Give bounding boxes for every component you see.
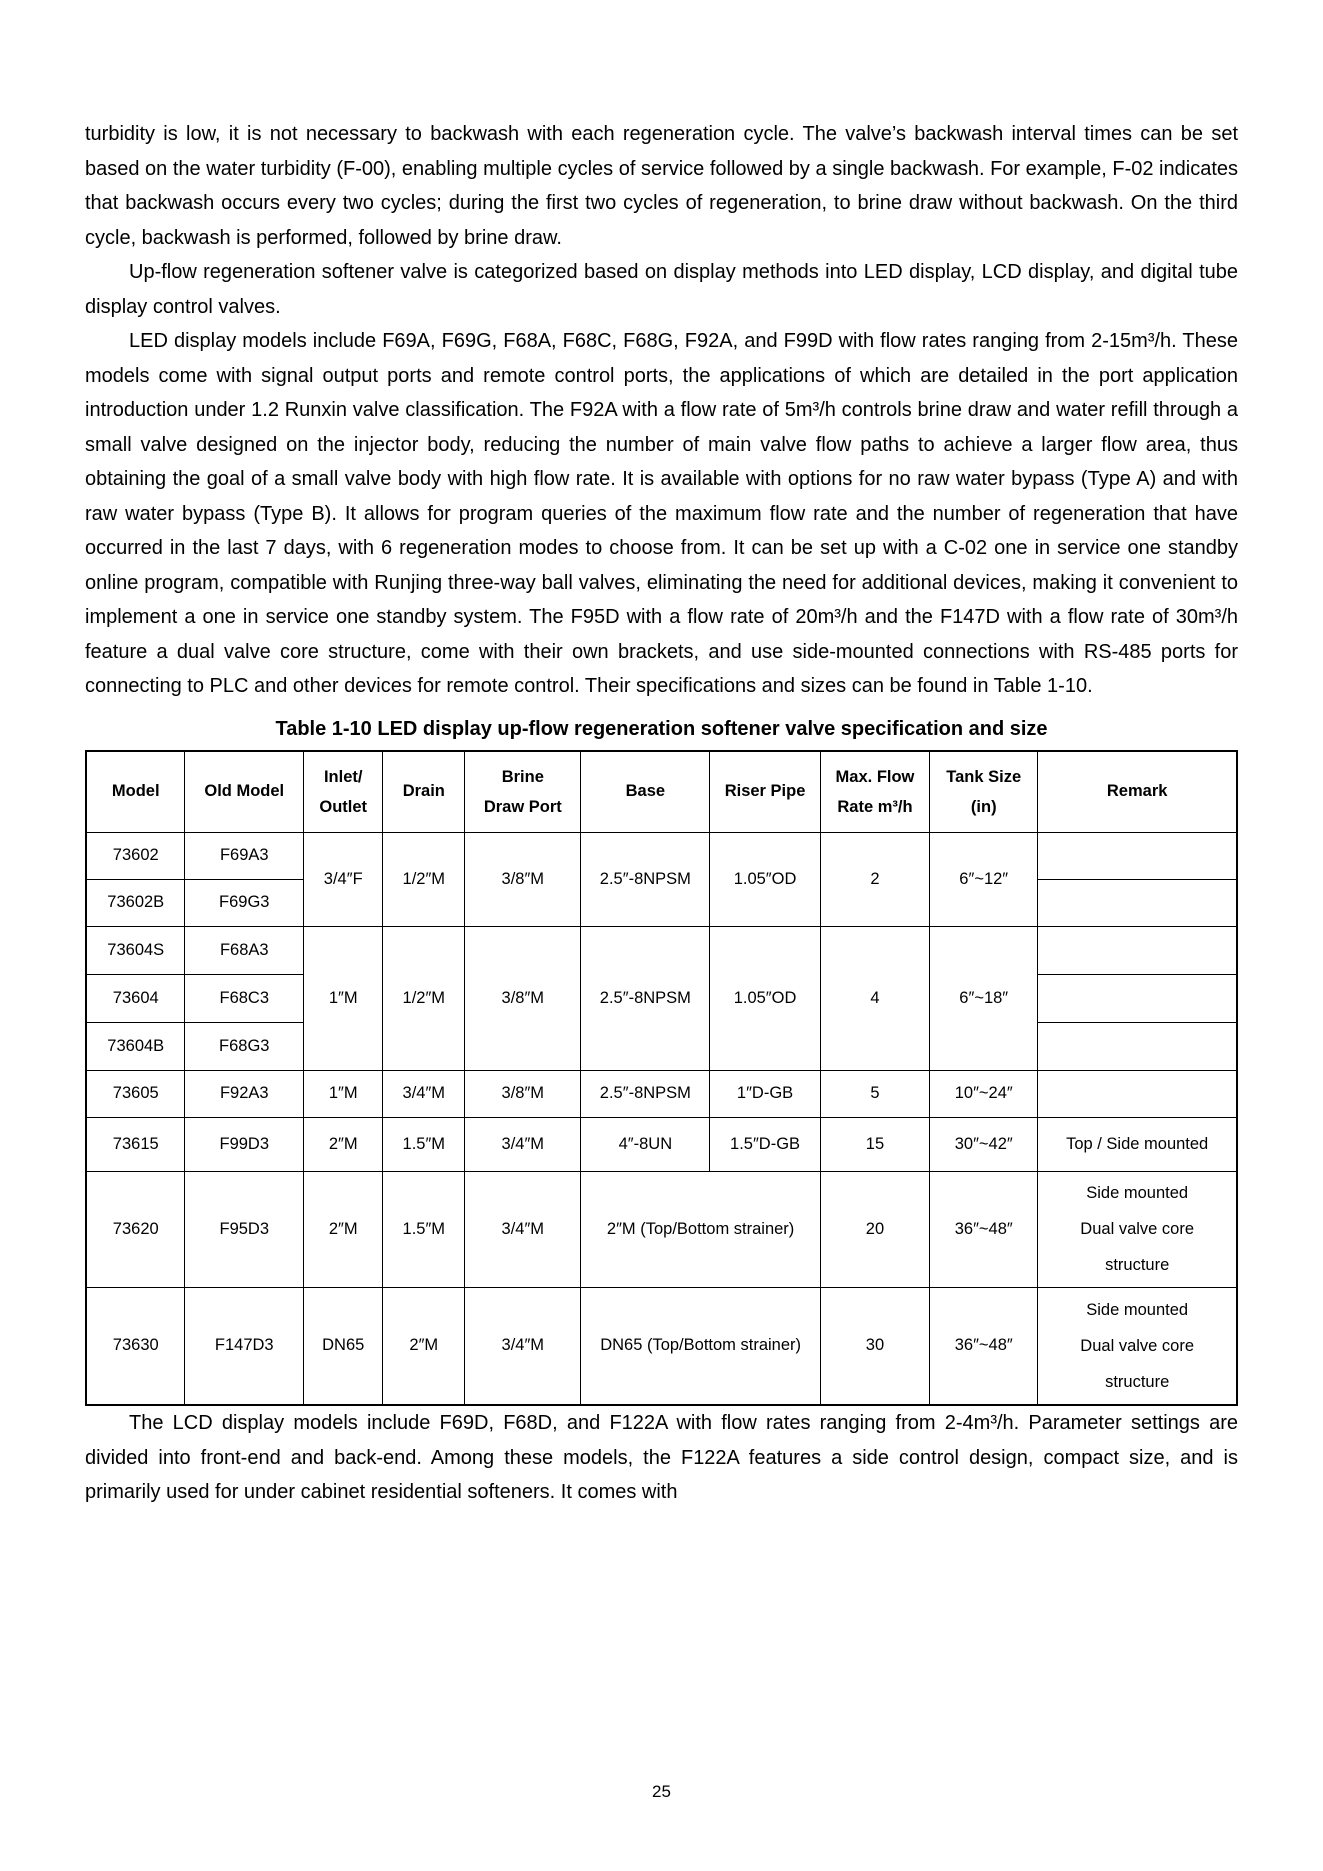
cell-tank-size: 36″~48″ <box>930 1171 1038 1287</box>
header-drain: Drain <box>383 751 465 833</box>
table-row <box>86 926 1237 974</box>
table-row <box>86 1117 1237 1171</box>
cell-tank-size: 6″~12″ <box>930 832 1038 926</box>
cell-drain: 1/2″M <box>383 832 465 926</box>
cell-max-flow-rate: 4 <box>820 926 929 1070</box>
cell-remark <box>1038 832 1237 879</box>
cell-inlet-outlet: 1″M <box>304 1070 383 1117</box>
cell-brine-draw-port: 3/8″M <box>465 926 581 1070</box>
cell-riser-pipe: 1.5″D-GB <box>710 1117 820 1171</box>
cell-model: 73602 <box>86 832 185 879</box>
header-max-flow-line1: Max. Flow <box>835 767 915 786</box>
cell-model: 73604 <box>86 974 185 1022</box>
paragraph-backwash: turbidity is low, it is not necessary to backwash with each regeneration cycle. The valve’s backwash interval times can be set based on the water turbidity (F-00), enabling multiple cycles of service followed by a single backwash. For example, F-02 indicates that backwash occurs every two cycles; during the first two cycles of regeneration, to brine draw without backwash. On the third cycle, backwash is performed, followed by brine draw. <box>85 123 1238 249</box>
cell-model: 73615 <box>86 1117 185 1171</box>
cell-max-flow-rate: 2 <box>820 832 929 926</box>
cell-old-model: F68C3 <box>185 974 304 1022</box>
header-inlet-outlet <box>304 751 383 833</box>
cell-inlet-outlet: 1″M <box>304 926 383 1070</box>
paragraph-valve-categories: Up-flow regeneration softener valve is categorized based on display methods into LED display, LCD display, and digital tube display control valves. <box>85 261 1238 318</box>
paragraph-lcd-models: The LCD display models include F69D, F68D, and F122A with flow rates ranging from 2-4m³/h. Parameter settings are divided into front-end and back-end. Among these models, the F122A features a side control design, compact size, and is primarily used for under cabinet residential softeners. It comes with <box>85 1412 1238 1503</box>
cell-remark <box>1038 1070 1237 1117</box>
cell-remark: Top / Side mounted <box>1038 1117 1237 1171</box>
cell-base: 2.5″-8NPSM <box>581 1070 710 1117</box>
cell-inlet-outlet: DN65 <box>304 1287 383 1405</box>
cell-model: 73602B <box>86 879 185 926</box>
cell-remark <box>1038 879 1237 926</box>
header-max-flow-line2: Rate m³/h <box>837 797 913 816</box>
cell-riser-pipe: 1″D-GB <box>710 1070 820 1117</box>
cell-remark <box>1038 1171 1237 1287</box>
header-remark: Remark <box>1038 751 1237 833</box>
cell-max-flow-rate: 15 <box>820 1117 929 1171</box>
cell-old-model: F99D3 <box>185 1117 304 1171</box>
cell-max-flow-rate: 5 <box>820 1070 929 1117</box>
header-brine-draw-port <box>465 751 581 833</box>
header-inlet-outlet-line1: Inlet/ <box>323 767 363 786</box>
cell-base-riser: DN65 (Top/Bottom strainer) <box>581 1287 820 1405</box>
cell-old-model: F95D3 <box>185 1171 304 1287</box>
cell-brine-draw-port: 3/8″M <box>465 1070 581 1117</box>
cell-tank-size: 6″~18″ <box>930 926 1038 1070</box>
cell-model: 73620 <box>86 1171 185 1287</box>
cell-model: 73630 <box>86 1287 185 1405</box>
cell-brine-draw-port: 3/4″M <box>465 1287 581 1405</box>
remark-line: structure <box>1105 1256 1170 1274</box>
header-brine-line2: Draw Port <box>483 797 562 816</box>
table-row <box>86 1070 1237 1117</box>
cell-base: 4″-8UN <box>581 1117 710 1171</box>
cell-base-riser: 2″M (Top/Bottom strainer) <box>581 1171 820 1287</box>
table-row <box>86 1287 1237 1405</box>
cell-remark <box>1038 926 1237 974</box>
cell-old-model: F68A3 <box>185 926 304 974</box>
header-brine-line1: Brine <box>501 767 544 786</box>
page-number: 25 <box>652 1782 671 1801</box>
cell-model: 73604B <box>86 1022 185 1070</box>
header-model: Model <box>86 751 185 833</box>
header-base: Base <box>581 751 710 833</box>
cell-max-flow-rate: 20 <box>820 1171 929 1287</box>
cell-max-flow-rate: 30 <box>820 1287 929 1405</box>
table-title: Table 1-10 LED display up-flow regeneration softener valve specification and size <box>275 717 1048 740</box>
cell-inlet-outlet: 2″M <box>304 1117 383 1171</box>
paragraph-led-models: LED display models include F69A, F69G, F68A, F68C, F68G, F92A, and F99D with flow rates ranging from 2-15m³/h. These models come with signal output ports and remote control ports, the applications of which are detailed in the port application introduction under 1.2 Runxin valve classification. The F92A with a flow rate of 5m³/h controls brine draw and water refill through a small valve designed on the injector body, reducing the number of main valve flow paths to achieve a larger flow area, thus obtaining the goal of a small valve body with high flow rate. It is available with options for no raw water bypass (Type A) and with raw water bypass (Type B). It allows for program queries of the maximum flow rate and the number of regeneration that have occurred in the last 7 days, with 6 regeneration modes to choose from. It can be set up with a C-02 one in service one standby online program, compatible with Runjing three-way ball valves, eliminating the need for additional devices, making it convenient to implement a one in service one standby system. The F95D with a flow rate of 20m³/h and the F147D with a flow rate of 30m³/h feature a dual valve core structure, come with their own brackets, and use side-mounted connections with RS-485 ports for connecting to PLC and other devices for remote control. Their specifications and sizes can be found in Table 1-10. <box>85 330 1238 697</box>
header-riser-pipe: Riser Pipe <box>710 751 820 833</box>
cell-old-model: F147D3 <box>185 1287 304 1405</box>
header-tank-size-line2: (in) <box>970 797 997 816</box>
cell-old-model: F92A3 <box>185 1070 304 1117</box>
header-old-model: Old Model <box>185 751 304 833</box>
cell-old-model: F69G3 <box>185 879 304 926</box>
cell-remark <box>1038 974 1237 1022</box>
cell-inlet-outlet: 3/4″F <box>304 832 383 926</box>
cell-old-model: F68G3 <box>185 1022 304 1070</box>
cell-remark <box>1038 1022 1237 1070</box>
cell-riser-pipe: 1.05″OD <box>710 926 820 1070</box>
table-row <box>86 832 1237 879</box>
cell-brine-draw-port: 3/4″M <box>465 1117 581 1171</box>
remark-line: Dual valve core <box>1080 1220 1195 1238</box>
cell-brine-draw-port: 3/8″M <box>465 832 581 926</box>
cell-drain: 1.5″M <box>383 1117 465 1171</box>
cell-old-model: F69A3 <box>185 832 304 879</box>
cell-base: 2.5″-8NPSM <box>581 926 710 1070</box>
table-header-row <box>86 751 1237 833</box>
table-row <box>86 1171 1237 1287</box>
cell-riser-pipe: 1.05″OD <box>710 832 820 926</box>
cell-drain: 1.5″M <box>383 1171 465 1287</box>
cell-drain: 3/4″M <box>383 1070 465 1117</box>
cell-tank-size: 30″~42″ <box>930 1117 1038 1171</box>
cell-brine-draw-port: 3/4″M <box>465 1171 581 1287</box>
remark-line: structure <box>1105 1372 1170 1391</box>
cell-model: 73605 <box>86 1070 185 1117</box>
cell-model: 73604S <box>86 926 185 974</box>
header-max-flow-rate <box>820 751 929 833</box>
remark-line: Side mounted <box>1086 1300 1189 1319</box>
cell-tank-size: 10″~24″ <box>930 1070 1038 1117</box>
header-tank-size <box>930 751 1038 833</box>
cell-base: 2.5″-8NPSM <box>581 832 710 926</box>
header-tank-size-line1: Tank Size <box>946 767 1022 786</box>
cell-inlet-outlet: 2″M <box>304 1171 383 1287</box>
cell-drain: 2″M <box>383 1287 465 1405</box>
header-inlet-outlet-line2: Outlet <box>319 797 368 816</box>
spec-table <box>85 750 1238 1407</box>
cell-remark <box>1038 1287 1237 1405</box>
remark-line: Dual valve core <box>1080 1336 1195 1355</box>
remark-line: Side mounted <box>1086 1184 1189 1202</box>
cell-drain: 1/2″M <box>383 926 465 1070</box>
cell-tank-size: 36″~48″ <box>930 1287 1038 1405</box>
